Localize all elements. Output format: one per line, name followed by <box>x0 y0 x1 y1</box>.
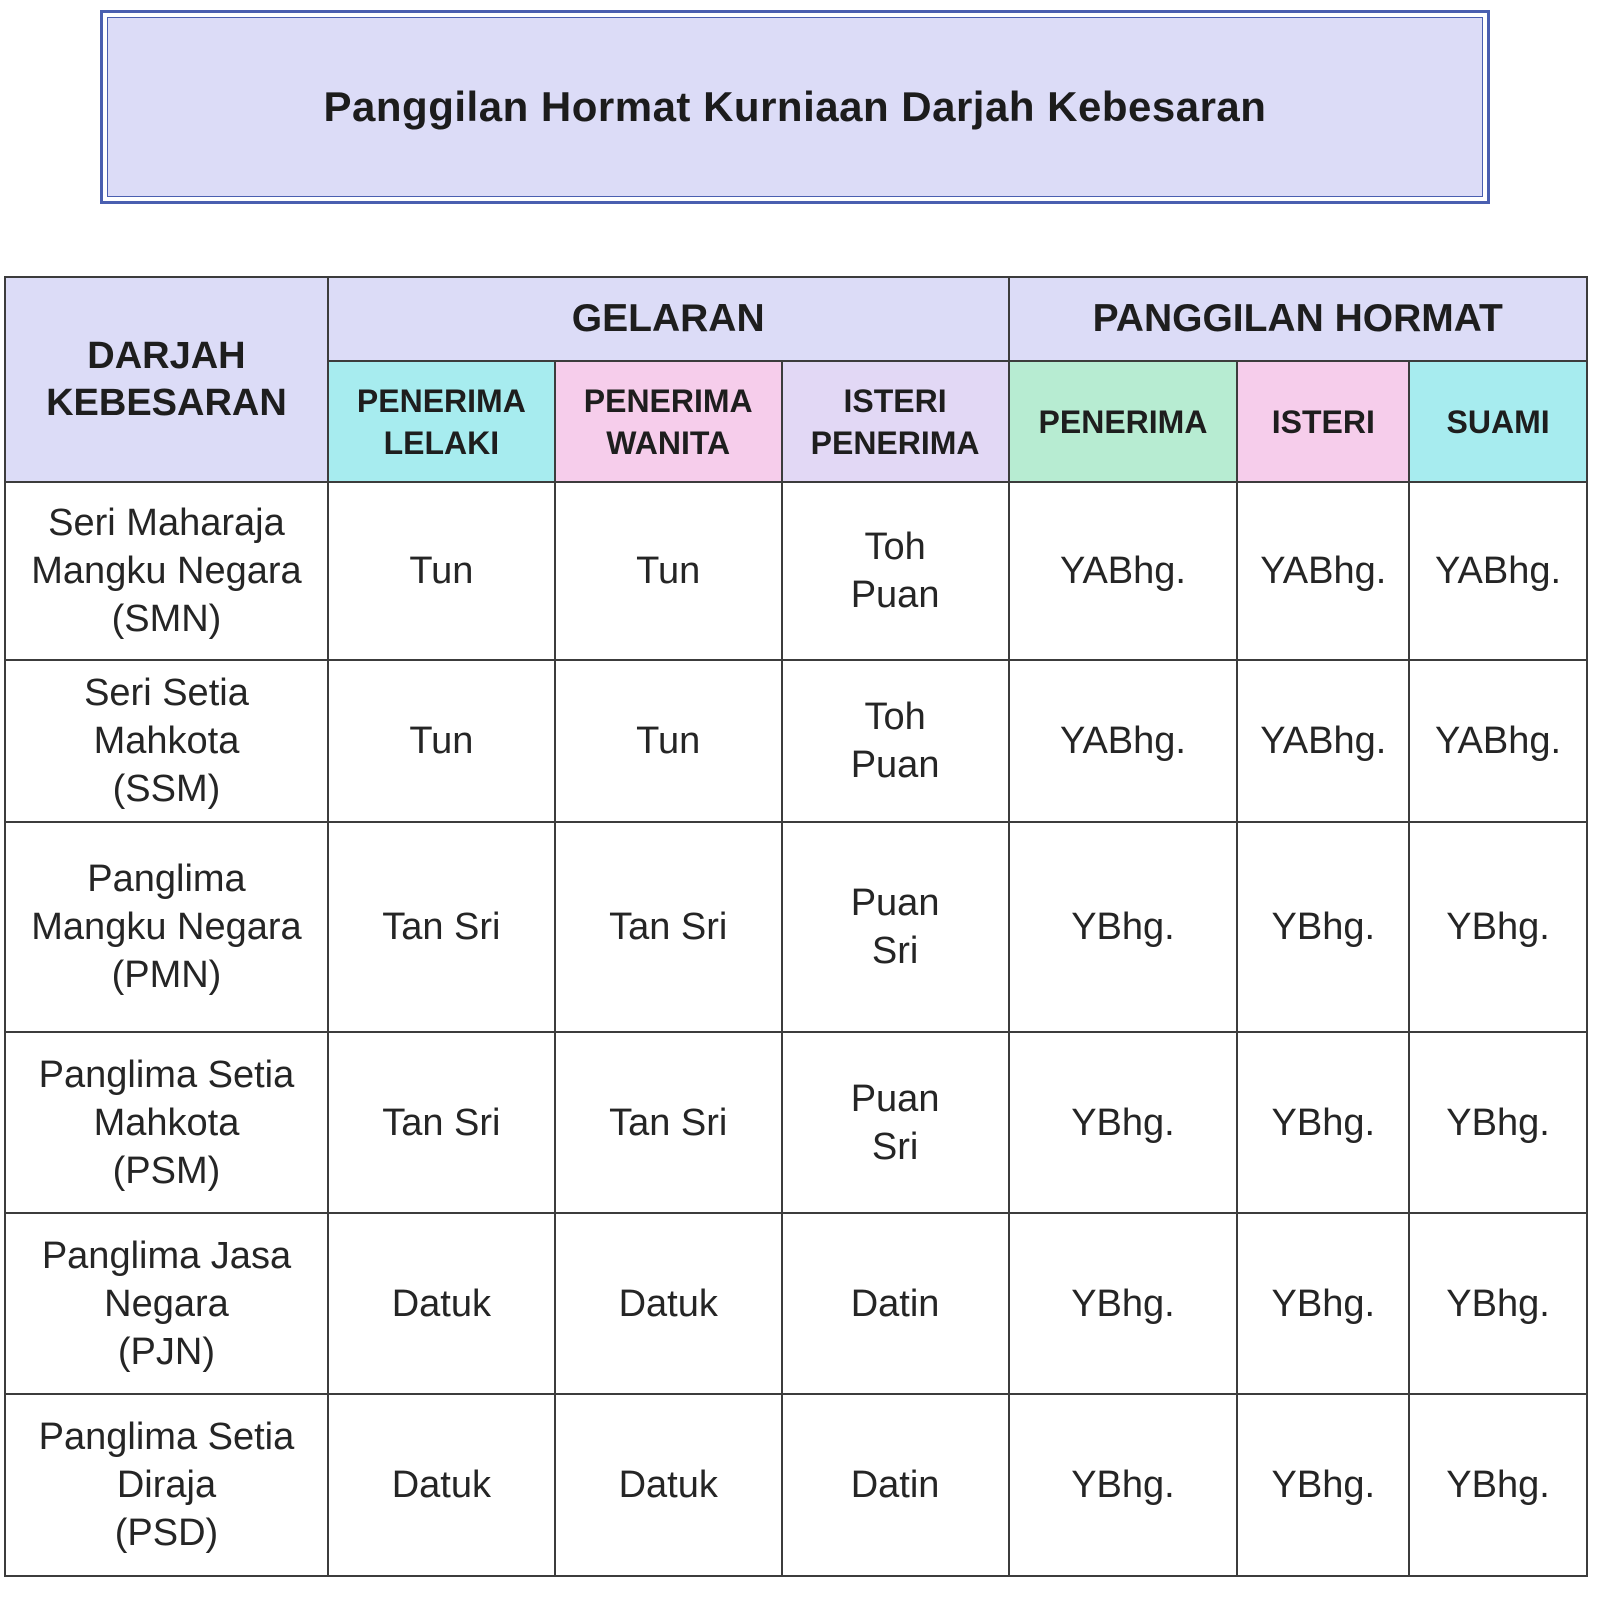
table-row <box>5 1032 1587 1213</box>
cell-penerima: YBhg. <box>1009 1032 1238 1213</box>
cell-penerima-lelaki: Datuk <box>328 1213 555 1394</box>
page-title: Panggilan Hormat Kurniaan Darjah Kebesaran <box>323 83 1267 130</box>
cell-isteri-penerima: Puan Sri <box>782 822 1009 1032</box>
cell-penerima-lelaki: Tan Sri <box>328 822 555 1032</box>
cell-isteri: YBhg. <box>1237 822 1409 1032</box>
cell-penerima-wanita: Datuk <box>555 1213 782 1394</box>
table-header <box>5 277 1587 482</box>
cell-penerima: YABhg. <box>1009 660 1238 822</box>
header-isteri-penerima: ISTERI PENERIMA <box>782 361 1009 482</box>
header-suami: SUAMI <box>1409 361 1587 482</box>
title-banner <box>100 10 1490 204</box>
cell-isteri: YBhg. <box>1237 1032 1409 1213</box>
cell-darjah: Seri Maharaja Mangku Negara (SMN) <box>5 482 328 660</box>
cell-darjah: Panglima Jasa Negara (PJN) <box>5 1213 328 1394</box>
table-row <box>5 660 1587 822</box>
cell-penerima: YBhg. <box>1009 1394 1238 1576</box>
cell-suami: YBhg. <box>1409 1032 1587 1213</box>
cell-penerima-wanita: Tan Sri <box>555 822 782 1032</box>
cell-suami: YABhg. <box>1409 482 1587 660</box>
cell-isteri: YBhg. <box>1237 1394 1409 1576</box>
header-darjah-kebesaran: DARJAH KEBESARAN <box>5 277 328 482</box>
table-row <box>5 1394 1587 1576</box>
table-row <box>5 822 1587 1032</box>
cell-penerima: YABhg. <box>1009 482 1238 660</box>
cell-penerima-lelaki: Tun <box>328 660 555 822</box>
cell-suami: YBhg. <box>1409 1213 1587 1394</box>
cell-darjah: Panglima Setia Mahkota (PSM) <box>5 1032 328 1213</box>
cell-penerima-wanita: Tan Sri <box>555 1032 782 1213</box>
header-row-groups <box>5 277 1587 361</box>
cell-penerima-wanita: Tun <box>555 482 782 660</box>
honors-table <box>4 276 1588 1577</box>
cell-darjah: Seri Setia Mahkota (SSM) <box>5 660 328 822</box>
cell-darjah: Panglima Setia Diraja (PSD) <box>5 1394 328 1576</box>
cell-penerima-lelaki: Datuk <box>328 1394 555 1576</box>
header-penerima-wanita: PENERIMA WANITA <box>555 361 782 482</box>
header-gelaran: GELARAN <box>328 277 1009 361</box>
cell-penerima-wanita: Tun <box>555 660 782 822</box>
cell-isteri-penerima: Datin <box>782 1213 1009 1394</box>
cell-penerima-lelaki: Tan Sri <box>328 1032 555 1213</box>
cell-isteri: YABhg. <box>1237 660 1409 822</box>
title-banner-inner <box>107 17 1483 197</box>
table-row <box>5 482 1587 660</box>
table-body <box>5 482 1587 1576</box>
cell-penerima-lelaki: Tun <box>328 482 555 660</box>
cell-isteri-penerima: Toh Puan <box>782 482 1009 660</box>
cell-darjah: Panglima Mangku Negara (PMN) <box>5 822 328 1032</box>
cell-penerima: YBhg. <box>1009 1213 1238 1394</box>
cell-penerima: YBhg. <box>1009 822 1238 1032</box>
cell-suami: YBhg. <box>1409 822 1587 1032</box>
cell-penerima-wanita: Datuk <box>555 1394 782 1576</box>
cell-suami: YBhg. <box>1409 1394 1587 1576</box>
header-panggilan-hormat: PANGGILAN HORMAT <box>1009 277 1587 361</box>
table-row <box>5 1213 1587 1394</box>
cell-isteri-penerima: Datin <box>782 1394 1009 1576</box>
cell-isteri: YBhg. <box>1237 1213 1409 1394</box>
cell-isteri-penerima: Toh Puan <box>782 660 1009 822</box>
cell-suami: YABhg. <box>1409 660 1587 822</box>
cell-isteri-penerima: Puan Sri <box>782 1032 1009 1213</box>
header-penerima: PENERIMA <box>1009 361 1238 482</box>
cell-isteri: YABhg. <box>1237 482 1409 660</box>
header-isteri: ISTERI <box>1237 361 1409 482</box>
header-penerima-lelaki: PENERIMA LELAKI <box>328 361 555 482</box>
